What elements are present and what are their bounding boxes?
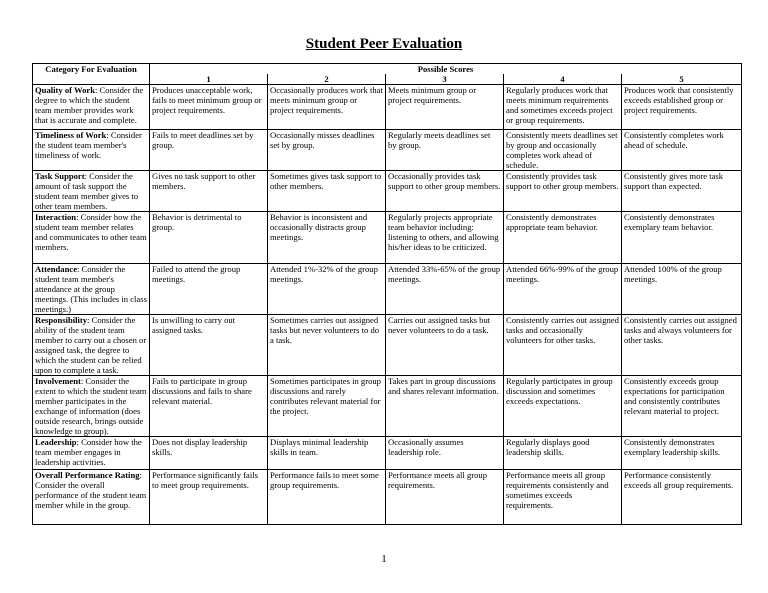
score-2-cell: Occasionally produces work that meets minimum group or project requirements. (268, 85, 386, 130)
category-name: Interaction (35, 212, 77, 222)
possible-scores-header (150, 64, 742, 75)
score-5-cell: Consistently gives more task support than expected. (622, 171, 742, 212)
score-4-header: 4 (504, 74, 622, 85)
score-2-cell: Performance fails to meet some group requirements. (268, 470, 386, 525)
category-cell (33, 376, 150, 437)
score-5-cell: Consistently demonstrates exemplary leadership skills. (622, 437, 742, 470)
score-2-cell: Behavior is inconsistent and occasionally distracts group meetings. (268, 212, 386, 264)
category-description: : Consider the degree to which the student team member provides work that is accurate and complete. (35, 85, 144, 125)
table-header-row (33, 64, 742, 75)
score-5-cell: Performance consistently exceeds all group requirements. (622, 470, 742, 525)
score-1-cell: Is unwilling to carry out assigned tasks. (150, 315, 268, 376)
score-4-cell: Consistently meets deadlines set by group and occasionally completes work ahead of schedule. (504, 130, 622, 171)
category-cell (33, 171, 150, 212)
score-3-cell: Regularly projects appropriate team behavior including: listening to others, and allowing his/her ideas to be criticized. (386, 212, 504, 264)
score-2-header: 2 (268, 74, 386, 85)
score-4-cell: Performance meets all group requirements consistently and sometimes exceeds requirements. (504, 470, 622, 525)
category-name: Responsibility (35, 315, 88, 325)
table-row (33, 376, 742, 437)
category-name: Attendance (35, 264, 78, 274)
score-5-cell: Consistently exceeds group expectations for participation and consistently contributes relevant material to project. (622, 376, 742, 437)
category-description: : Consider how the team member engages in leadership activities. (35, 437, 142, 467)
score-3-cell: Performance meets all group requirements. (386, 470, 504, 525)
score-3-cell: Occasionally provides task support to other group members. (386, 171, 504, 212)
score-4-cell: Consistently carries out assigned tasks and occasionally volunteers for other tasks. (504, 315, 622, 376)
table-row (33, 130, 742, 171)
score-1-cell: Produces unacceptable work, fails to meet minimum group or project requirements. (150, 85, 268, 130)
score-4-cell: Regularly displays good leadership skills. (504, 437, 622, 470)
score-1-cell: Fails to participate in group discussions and fails to share relevant material. (150, 376, 268, 437)
score-4-cell: Regularly participates in group discussion and sometimes exceeds expectations. (504, 376, 622, 437)
category-name: Timeliness of Work (35, 130, 107, 140)
table-row (33, 85, 742, 130)
score-3-cell: Attended 33%-65% of the group meetings. (386, 264, 504, 315)
score-4-cell: Consistently provides task support to other group members. (504, 171, 622, 212)
category-description: : Consider the student team member's attendance at the group meetings. (This includes in class meetings.) (35, 264, 147, 314)
category-description: : Consider the extent to which the student team member participates in the exchange of information (does outside research, brings outside knowledge to group). (35, 376, 147, 436)
score-3-header: 3 (386, 74, 504, 85)
score-1-cell: Fails to meet deadlines set by group. (150, 130, 268, 171)
score-5-cell: Consistently carries out assigned tasks and always volunteers for other tasks. (622, 315, 742, 376)
score-2-cell: Displays minimal leadership skills in team. (268, 437, 386, 470)
score-5-cell: Produces work that consistently exceeds established group or project requirements. (622, 85, 742, 130)
score-3-cell: Occasionally assumes leadership role. (386, 437, 504, 470)
score-4-cell: Consistently demonstrates appropriate team behavior. (504, 212, 622, 264)
category-cell (33, 470, 150, 525)
score-5-cell: Attended 100% of the group meetings. (622, 264, 742, 315)
score-5-cell: Consistently demonstrates exemplary team behavior. (622, 212, 742, 264)
category-cell (33, 85, 150, 130)
category-cell (33, 315, 150, 376)
score-3-cell: Regularly meets deadlines set by group. (386, 130, 504, 171)
category-description: : Consider the overall performance of the student team member while in the group. (35, 470, 147, 510)
page-title: Student Peer Evaluation (305, 36, 463, 52)
score-2-cell: Sometimes gives task support to other members. (268, 171, 386, 212)
category-name: Involvement (35, 376, 81, 386)
evaluation-table (32, 63, 742, 525)
category-name: Quality of Work (35, 85, 96, 95)
score-1-cell: Gives no task support to other members. (150, 171, 268, 212)
category-description: : Consider how the student team member relates and communicates to other team members. (35, 212, 147, 252)
table-row (33, 470, 742, 525)
score-5-header: 5 (622, 74, 742, 85)
table-row (33, 212, 742, 264)
category-description: : Consider the amount of task support the student team member gives to other team members. (35, 171, 139, 211)
score-2-cell: Occasionally misses deadlines set by group. (268, 130, 386, 171)
category-name: Overall Performance Rating (35, 470, 140, 480)
score-3-cell: Carries out assigned tasks but never volunteers to do a task. (386, 315, 504, 376)
score-4-cell: Attended 66%-99% of the group meetings. (504, 264, 622, 315)
category-cell (33, 437, 150, 470)
score-2-cell: Attended 1%-32% of the group meetings. (268, 264, 386, 315)
page-number: 1 (381, 553, 387, 565)
score-1-header: 1 (150, 74, 268, 85)
table-row (33, 437, 742, 470)
category-description: : Consider the student team member's timeliness of work. (35, 130, 142, 160)
category-cell (33, 264, 150, 315)
category-description: : Consider the ability of the student team member to carry out a chosen or assigned task, the degree to which the student can be relied upon to complete a task. (35, 315, 147, 375)
score-3-cell: Meets minimum group or project requirements. (386, 85, 504, 130)
table-row (33, 171, 742, 212)
score-1-cell: Failed to attend the group meetings. (150, 264, 268, 315)
score-4-cell: Regularly produces work that meets minimum requirements and sometimes exceeds project or group requirements. (504, 85, 622, 130)
category-name: Task Support (35, 171, 85, 181)
category-cell (33, 212, 150, 264)
table-row (33, 264, 742, 315)
possible-scores-label: Possible Scores (417, 64, 474, 74)
score-2-cell: Sometimes participates in group discussions and rarely contributes relevant material for the project. (268, 376, 386, 437)
score-1-cell: Behavior is detrimental to group. (150, 212, 268, 264)
category-name: Leadership (35, 437, 77, 447)
score-2-cell: Sometimes carries out assigned tasks but never volunteers to do a task. (268, 315, 386, 376)
score-5-cell: Consistently completes work ahead of schedule. (622, 130, 742, 171)
score-1-cell: Performance significantly fails to meet group requirements. (150, 470, 268, 525)
score-1-cell: Does not display leadership skills. (150, 437, 268, 470)
table-row (33, 315, 742, 376)
category-cell (33, 130, 150, 171)
score-3-cell: Takes part in group discussions and shares relevant information. (386, 376, 504, 437)
category-header: Category For Evaluation (33, 64, 150, 85)
table-body (33, 85, 742, 525)
